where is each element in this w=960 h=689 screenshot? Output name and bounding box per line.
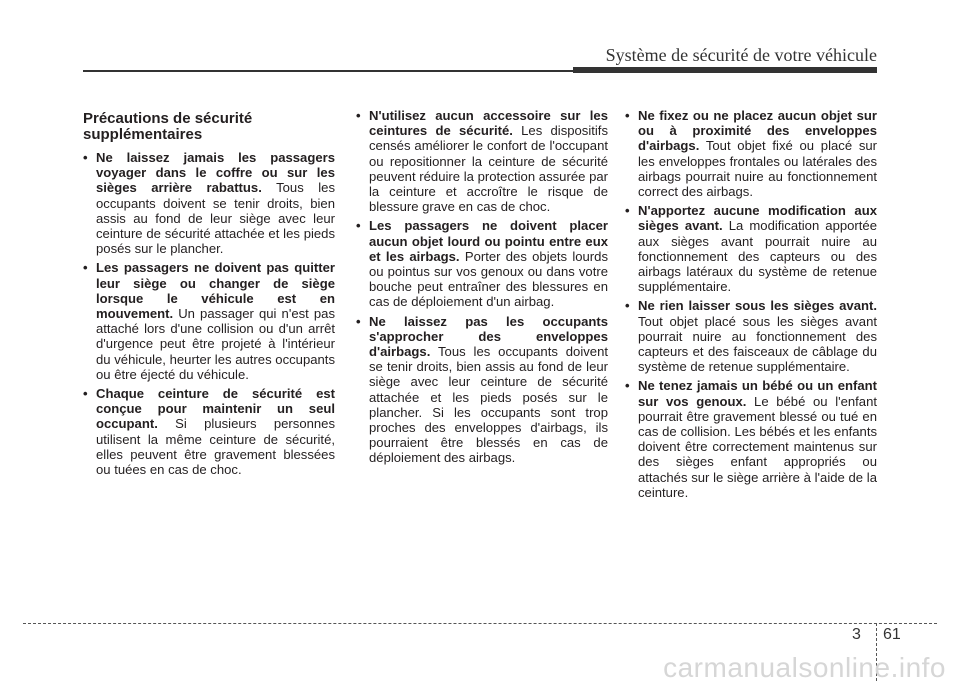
bullet-icon: •: [356, 218, 361, 234]
item-heading: Ne laissez jamais les passagers voyager dans le coffre ou sur les sièges arrière rabattus.: [96, 150, 335, 196]
page-number: 61: [883, 626, 901, 643]
column-2: [356, 108, 608, 470]
item-text: Tout objet placé sous les sièges avant pourrait nuire au fonctionnement des capteurs et des faisceaux de câblage du système de retenue supplémentaire.: [638, 313, 877, 375]
precautions-list: [625, 108, 877, 500]
item-heading: N'utilisez aucun accessoire sur les ceintures de sécurité.: [369, 108, 608, 139]
bullet-icon: •: [356, 313, 361, 329]
item-heading: Ne rien laisser sous les sièges avant.: [638, 298, 877, 314]
item-text: Tous les occupants doivent se tenir droits, bien assis au fond de leur siège avec leur ceinture de sécurité attachée et les pieds posés sur le plancher.: [96, 180, 335, 257]
item-text: Tous les occupants doivent se tenir droits, bien assis au fond de leur siège avec leur ceinture de sécurité attachée et les pieds posés sur le plancher. Si les occupants sont trop proches des enveloppes d'airbags, ils pourraient être blessés en cas de déploiement des airbags.: [369, 344, 608, 466]
item-text: Si plusieurs personnes utilisent la même ceinture de sécurité, elles peuvent être gravement blessées ou tuées en cas de choc.: [96, 416, 336, 478]
bullet-icon: •: [83, 150, 88, 165]
bullet-icon: •: [83, 386, 88, 402]
item-text: Un passager qui n'est pas attaché lors d'une collision ou d'un arrêt d'urgence peut être projeté à l'intérieur du véhicule, heurter les autres occupants ou être éjecté du véhicule.: [96, 306, 335, 382]
list-item: [625, 108, 877, 199]
list-item: [356, 314, 608, 466]
item-heading: Chaque ceinture de sécurité est conçue pour maintenir un seul occupant.: [96, 386, 335, 432]
item-heading: Les passagers ne doivent pas quitter leur siège ou changer de siège lorsque le véhicule est en mouvement.: [96, 260, 335, 322]
column-1: [83, 111, 335, 481]
section-title: Précautions de sécurité supplémentaires: [83, 110, 253, 143]
header-rule-thick: [573, 67, 877, 73]
list-item: [83, 386, 335, 477]
bullet-icon: •: [83, 260, 88, 276]
item-heading: Ne fixez ou ne placez aucun objet sur ou à proximité des enveloppes d'airbags.: [638, 108, 877, 154]
list-item: [625, 298, 877, 374]
item-text: Le bébé ou l'enfant pourrait être gravement blessé ou tué en cas de collision. Les bébés et les enfants doivent être correctement maintenus sur des sièges enfant appropriés ou attachés sur le siège arrière à l'aide de la ceinture.: [638, 393, 878, 500]
bullet-icon: •: [356, 108, 361, 123]
list-item: [356, 108, 608, 214]
footer-rule: [23, 623, 937, 624]
bullet-icon: •: [625, 203, 630, 219]
item-heading: Ne laissez pas les occupants s'approcher des enveloppes d'airbags.: [369, 313, 608, 360]
item-text: La modification apportée aux sièges avant pourrait nuire au fonctionnement des capteurs ou des airbags latéraux du système de retenue supplémentaire.: [638, 218, 877, 295]
item-text: Les dispositifs censés améliorer le confort de l'occupant ou repositionner la ceinture de sécurité peuvent réduire la protection assurée par la ceinture et accroître le risque de blessure grave en cas de choc.: [369, 123, 608, 215]
bullet-icon: •: [625, 108, 630, 123]
precautions-list: [356, 108, 608, 466]
list-item: [356, 218, 608, 309]
item-text: Porter des objets lourds ou pointus sur vos genoux ou dans votre bouche peut entraîner des blessures en cas de déploiement d'un airbag.: [369, 248, 608, 310]
precautions-list: [83, 150, 335, 477]
list-item: [83, 260, 335, 382]
list-item: [83, 150, 335, 256]
page-header-title: Système de sécurité de votre véhicule: [605, 45, 877, 65]
bullet-icon: •: [625, 378, 630, 394]
item-heading: Ne tenez jamais un bébé ou un enfant sur vos genoux.: [638, 378, 877, 409]
list-item: [625, 378, 877, 500]
item-heading: Les passagers ne doivent placer aucun objet lourd ou pointu entre eux et les airbags.: [369, 218, 608, 264]
header-rule: [83, 70, 573, 72]
item-text: Tout objet fixé ou placé sur les enveloppes frontales ou latérales des airbags pourrait nuire au fonctionnement correct des airbags.: [638, 138, 878, 200]
bullet-icon: •: [625, 298, 630, 314]
column-3: [625, 108, 877, 504]
chapter-number: 3: [852, 626, 861, 643]
item-heading: N'apportez aucune modification aux sièges avant.: [638, 203, 877, 234]
watermark: carmanualsonline.info: [663, 652, 946, 683]
list-item: [625, 203, 877, 294]
